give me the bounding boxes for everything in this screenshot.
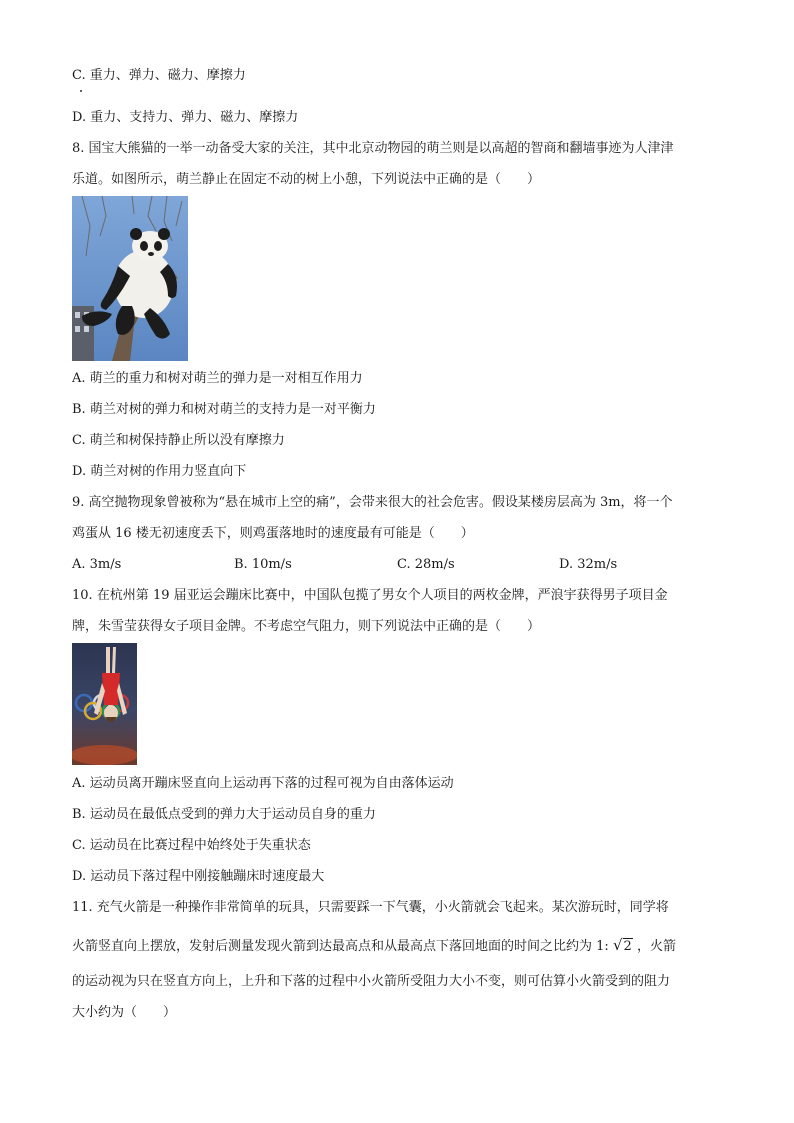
sqrt-symbol: √ (612, 936, 623, 954)
q10-stem-line1: 10. 在杭州第 19 届亚运会蹦床比赛中，中国队包揽了男女个人项目的两枚金牌，严浪宇获得男子项目金 (72, 588, 668, 603)
q8-stem-line2: 乐道。如图所示，萌兰静止在固定不动的树上小憩，下列说法中正确的是（ ） (72, 172, 541, 187)
trampoline-photo (72, 643, 137, 765)
q8-option-b: B. 萌兰对树的弹力和树对萌兰的支持力是一对平衡力 (72, 402, 376, 417)
q10-option-c: C. 运动员在比赛过程中始终处于失重状态 (72, 838, 311, 853)
q11-stem-line4: 大小约为（ ） (72, 1005, 177, 1020)
q9-option-c: C. 28m/s (397, 557, 455, 572)
stray-dot (80, 90, 82, 92)
q10-option-b: B. 运动员在最低点受到的弹力大于运动员自身的重力 (72, 807, 376, 822)
q9-stem-line2: 鸡蛋从 16 楼无初速度丢下，则鸡蛋落地时的速度最有可能是（ ） (72, 526, 474, 541)
q11-ratio (596, 936, 637, 954)
q8-option-c: C. 萌兰和树保持静止所以没有摩擦力 (72, 433, 285, 448)
panda-photo (72, 196, 188, 361)
q9-option-b: B. 10m/s (234, 557, 292, 572)
q10-option-a: A. 运动员离开蹦床竖直向上运动再下落的过程可视为自由落体运动 (72, 776, 454, 791)
q8-option-d: D. 萌兰对树的作用力竖直向下 (72, 464, 247, 479)
q10-option-d: D. 运动员下落过程中刚接触蹦床时速度最大 (72, 869, 325, 884)
q8-option-a: A. 萌兰的重力和树对萌兰的弹力是一对相互作用力 (72, 371, 363, 386)
q9-option-d: D. 32m/s (559, 557, 618, 572)
q9-option-a: A. 3m/s (72, 557, 122, 572)
q11-sqrt-value: 2 (623, 939, 632, 954)
q11-line2-tail: ，火箭 (636, 939, 676, 954)
q11-line2-text: 火箭竖直向上摆放，发射后测量发现火箭到达最高点和从最高点下落回地面的时间之比约为 (72, 939, 593, 954)
q7-option-c: C. 重力、弹力、磁力、摩擦力 (72, 68, 246, 83)
q11-ratio-prefix: 1: (596, 939, 609, 954)
q8-stem-line1: 8. 国宝大熊猫的一举一动备受大家的关注，其中北京动物园的萌兰则是以高超的智商和翻墙事迹为人津津 (72, 141, 674, 156)
q10-stem-line2: 牌，朱雪莹获得女子项目金牌。不考虑空气阻力，则下列说法中正确的是（ ） (72, 619, 541, 634)
q11-stem-line3: 的运动视为只在竖直方向上，上升和下落的过程中小火箭所受阻力大小不变，则可估算小火箭受到的阻力 (72, 974, 671, 989)
q11-stem-line2 (72, 937, 676, 955)
q11-stem-line1: 11. 充气火箭是一种操作非常简单的玩具，只需要踩一下气囊，小火箭就会飞起来。某次游玩时，同学将 (72, 900, 669, 915)
q9-stem-line1: 9. 高空抛物现象曾被称为“悬在城市上空的痛”，会带来很大的社会危害。假设某楼房层高为 3m，将一个 (72, 495, 673, 510)
q7-option-d: D. 重力、支持力、弹力、磁力、摩擦力 (72, 110, 299, 125)
